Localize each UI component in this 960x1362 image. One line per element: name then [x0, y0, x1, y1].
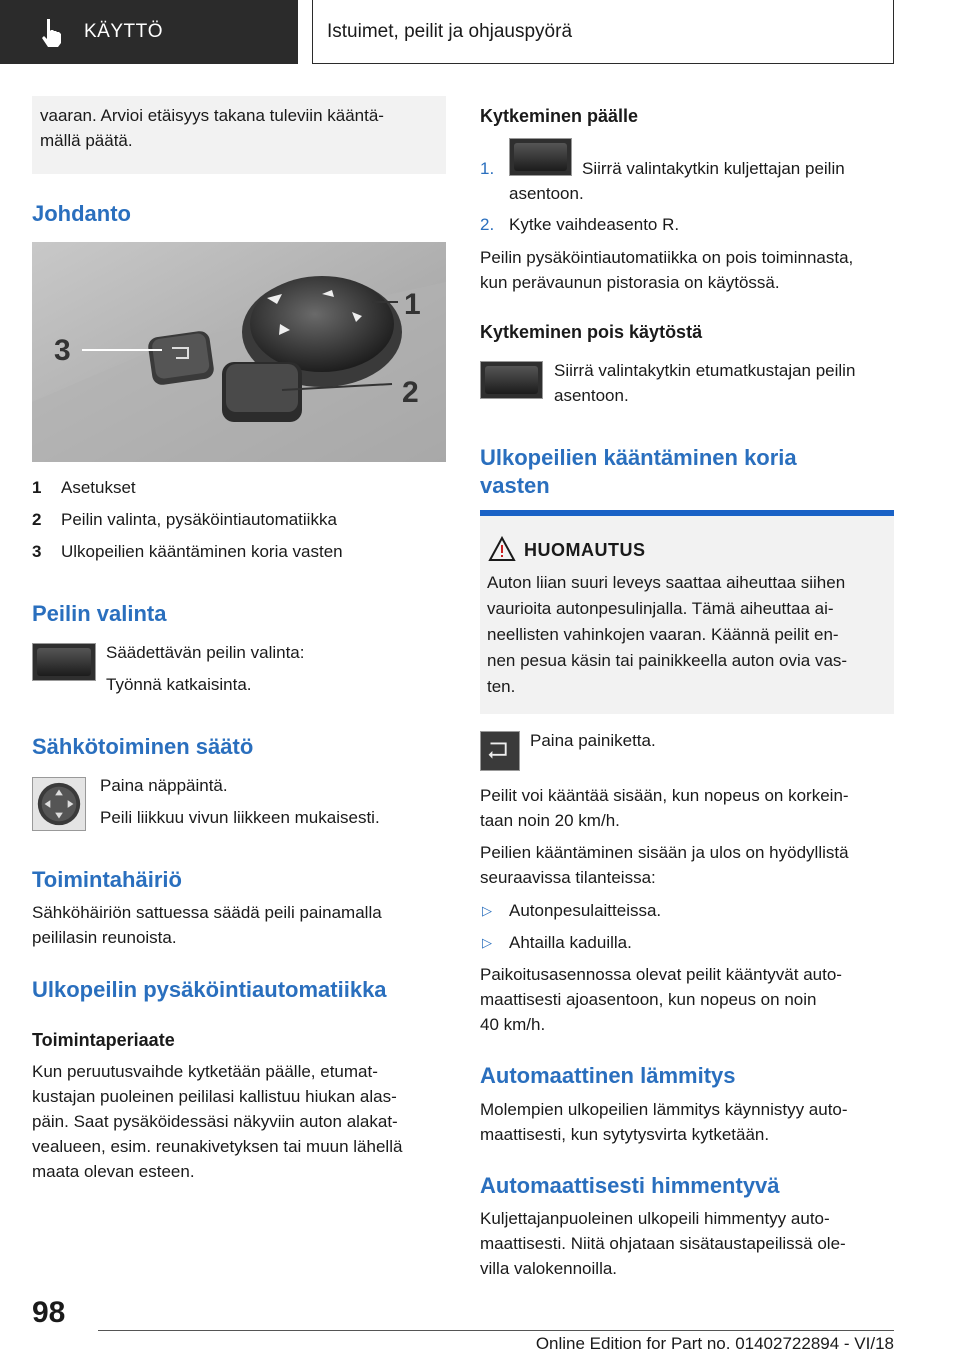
- bullet-triangle-icon: ▷: [482, 903, 492, 918]
- body-text: villa valokennoilla.: [480, 1259, 618, 1278]
- body-text: Siirrä valintakytkin etumatkustajan peilin: [554, 361, 856, 380]
- heading-line: Ulkopeilien kääntäminen koria: [480, 445, 797, 470]
- body-text: taan noin 20 km/h.: [480, 811, 620, 830]
- body-text: kun perävaunun pistorasia on käytössä.: [480, 273, 780, 292]
- subheading-kytkeminen-paalle: Kytkeminen päälle: [480, 106, 639, 126]
- heading-sahkotoiminen: Sähkötoiminen säätö: [32, 734, 254, 759]
- step-number: 2.: [480, 215, 495, 234]
- body-text: maata olevan esteen.: [32, 1162, 195, 1181]
- mirror-controls-photo: [32, 242, 446, 462]
- body-text: Peilin pysäköintiautomatiikka on pois toiminnasta,: [480, 248, 854, 267]
- heading-pysakointiautomatiikka: Ulkopeilin pysäköintiautomatiikka: [32, 977, 387, 1002]
- legend-text: Asetukset: [61, 478, 136, 497]
- body-text: Paina näppäintä.: [100, 776, 228, 795]
- subheading-kytkeminen-pois: Kytkeminen pois käytöstä: [480, 322, 703, 342]
- step-number: 1.: [480, 159, 495, 178]
- warning-title: HUOMAUTUS: [524, 540, 646, 560]
- body-text: kustajan puoleinen peililasi kallistuu hiukan alas‑: [32, 1087, 397, 1106]
- body-text: Kun peruutusvaihde kytketään päälle, etumat‑: [32, 1062, 378, 1081]
- legend-text: Peilin valinta, pysäköintiautomatiikka: [61, 510, 337, 529]
- body-text: Säädettävän peilin valinta:: [106, 643, 305, 662]
- note-box: [32, 96, 446, 174]
- body-text: Peilit voi kääntää sisään, kun nopeus on korkein‑: [480, 786, 849, 805]
- section-title: KÄYTTÖ: [84, 21, 164, 42]
- legend-number: 3: [32, 542, 42, 561]
- body-text: Sähköhäiriön sattuessa säädä peili painamalla: [32, 903, 382, 922]
- heading-line: vasten: [480, 473, 550, 498]
- body-text: Paina painiketta.: [530, 731, 656, 750]
- switch-button-icon: [32, 643, 96, 681]
- bullet-triangle-icon: ▷: [482, 935, 492, 950]
- legend-item: [32, 509, 337, 531]
- bullet-text: Autonpesulaitteissa.: [509, 901, 662, 920]
- legend-number: 1: [32, 478, 42, 497]
- joystick-icon: [32, 777, 86, 831]
- body-text: 40 km/h.: [480, 1015, 546, 1034]
- heading-kaantaminen: [480, 444, 797, 500]
- body-text: Peilien kääntäminen sisään ja ulos on hyödyllistä: [480, 843, 849, 862]
- heading-toimintahairio: Toimintahäiriö: [32, 867, 182, 892]
- body-text: asentoon.: [554, 386, 629, 405]
- step-text: Kytke vaihdeasento R.: [509, 215, 680, 234]
- step-text: asentoon.: [509, 184, 584, 203]
- heading-lammitys: Automaattinen lämmitys: [480, 1063, 736, 1088]
- warning-text: neellisten vahinkojen vaaran. Käännä peilit en‑: [487, 625, 839, 644]
- body-text: Molempien ulkopeilien lämmitys käynnistyy auto‑: [480, 1100, 848, 1119]
- section-tab: [0, 0, 298, 64]
- callout-label: 1: [404, 288, 421, 321]
- note-line: mällä päätä.: [40, 131, 133, 150]
- page-number: 98: [32, 1296, 66, 1329]
- body-text: peililasin reunoista.: [32, 928, 177, 947]
- step-text: Siirrä valintakytkin kuljettajan peilin: [582, 159, 845, 178]
- chapter-title: Istuimet, peilit ja ohjauspyörä: [327, 20, 573, 42]
- heading-himmentyva: Automaattisesti himmentyvä: [480, 1173, 780, 1198]
- body-text: Paikoitusasennossa olevat peilit kääntyvät auto‑: [480, 965, 842, 984]
- switch-button-icon: [509, 138, 572, 176]
- legend-text: Ulkopeilien kääntäminen koria vasten: [61, 542, 343, 561]
- subheading-toimintaperiaate: Toimintaperiaate: [32, 1030, 175, 1050]
- warning-text: nen pesua käsin tai painikkeella auton ovia vas‑: [487, 651, 848, 670]
- body-text: maattisesti. Niitä ohjataan sisätaustapeilissä ole‑: [480, 1234, 846, 1253]
- body-text: seuraavissa tilanteissa:: [480, 868, 656, 887]
- footer-edition: Online Edition for Part no. 01402722894 - VI/18: [535, 1334, 894, 1353]
- chapter-tab: [312, 0, 894, 64]
- hand-pointer-icon: [36, 15, 70, 49]
- warning-triangle-icon: [488, 536, 516, 562]
- callout-label: 2: [402, 376, 419, 409]
- body-text: Työnnä katkaisinta.: [106, 675, 252, 694]
- switch-button-icon: [480, 361, 543, 399]
- warning-text: vaurioita autonpesulinjalla. Tämä aiheuttaa ai‑: [487, 599, 834, 618]
- warning-text: ten.: [487, 677, 516, 696]
- fold-mirror-button-icon: [480, 731, 520, 771]
- body-text: maattisesti, kun sytytysvirta kytketään.: [480, 1125, 770, 1144]
- warning-text: Auton liian suuri leveys saattaa aiheuttaa siihen: [487, 573, 846, 592]
- legend-number: 2: [32, 510, 42, 529]
- body-text: maattisesti ajoasentoon, kun nopeus on noin: [480, 990, 817, 1009]
- body-text: päin. Saat pysäköidessäsi näkyviin auton alakat‑: [32, 1112, 398, 1131]
- heading-peilin-valinta: Peilin valinta: [32, 601, 167, 626]
- bullet-text: Ahtailla kaduilla.: [509, 933, 632, 952]
- legend-item: [32, 477, 136, 499]
- body-text: Kuljettajanpuoleinen ulkopeili himmentyy auto‑: [480, 1209, 830, 1228]
- body-text: Peili liikkuu vivun liikkeen mukaisesti.: [100, 808, 380, 827]
- body-text: vealueen, esim. reunakivetyksen tai muun lähellä: [32, 1137, 403, 1156]
- legend-item: [32, 541, 343, 563]
- callout-label: 3: [54, 334, 71, 367]
- heading-johdanto: Johdanto: [32, 201, 131, 226]
- note-line: vaaran. Arvioi etäisyys takana tuleviin kääntä‑: [40, 106, 384, 125]
- footer-divider: [98, 1330, 894, 1331]
